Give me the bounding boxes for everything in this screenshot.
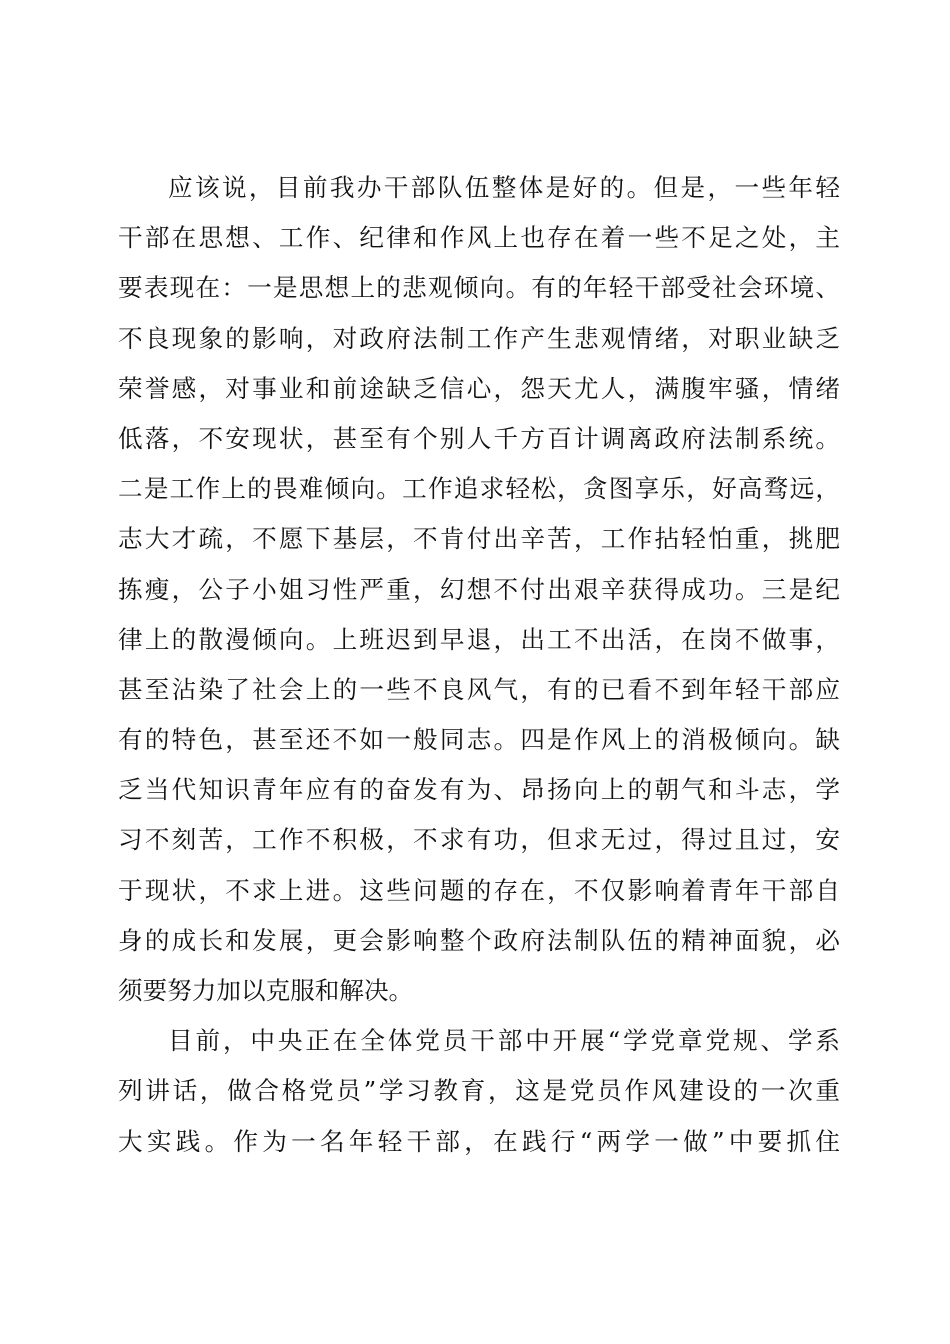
paragraph-1-line: 习不刻苦，工作不积极，不求有功，但求无过，得过且过，安 [118, 825, 840, 855]
paragraph-1-line: 律上的散漫倾向。上班迟到早退，出工不出活，在岗不做事， [118, 624, 840, 654]
paragraph-1-line: 应该说，目前我办干部队伍整体是好的。但是，一些年轻 [168, 173, 840, 202]
paragraph-1-line: 要表现在：一是思想上的悲观倾向。有的年轻干部受社会环境、 [118, 273, 840, 303]
body-text [118, 163, 840, 1167]
paragraph-2-line: 列讲话，做合格党员”学习教育，这是党员作风建设的一次重 [118, 1076, 840, 1106]
paragraph-1-line: 身的成长和发展，更会影响整个政府法制队伍的精神面貌，必 [118, 925, 840, 955]
paragraph-1-line: 拣瘦，公子小姐习性严重，幻想不付出艰辛获得成功。三是纪 [118, 574, 840, 604]
paragraph-2-line: 目前，中央正在全体党员干部中开展“学党章党规、学系 [168, 1026, 840, 1056]
paragraph-1-line: 不良现象的影响，对政府法制工作产生悲观情绪，对职业缺乏 [118, 323, 840, 353]
paragraph-1-line: 有的特色，甚至还不如一般同志。四是作风上的消极倾向。缺 [118, 725, 840, 755]
paragraph-1-line: 于现状，不求上进。这些问题的存在，不仅影响着青年干部自 [118, 875, 840, 905]
paragraph-1-line: 干部在思想、工作、纪律和作风上也存在着一些不足之处，主 [118, 223, 840, 253]
paragraph-1-line: 甚至沾染了社会上的一些不良风气，有的已看不到年轻干部应 [118, 674, 840, 704]
paragraph-1-line: 乏当代知识青年应有的奋发有为、昂扬向上的朝气和斗志，学 [118, 775, 840, 805]
paragraph-1-line: 二是工作上的畏难倾向。工作追求轻松，贪图享乐，好高骛远， [118, 474, 840, 504]
paragraph-1-line: 须要努力加以克服和解决。 [118, 976, 414, 1005]
paragraph-1-line: 志大才疏，不愿下基层，不肯付出辛苦，工作拈轻怕重，挑肥 [118, 524, 840, 554]
paragraph-2-line: 大实践。作为一名年轻干部，在践行“两学一做”中要抓住 [118, 1126, 840, 1156]
paragraph-1-line: 低落，不安现状，甚至有个别人千方百计调离政府法制系统。 [118, 423, 840, 453]
paragraph-1-line: 荣誉感，对事业和前途缺乏信心，怨天尤人，满腹牢骚，情绪 [118, 373, 840, 403]
